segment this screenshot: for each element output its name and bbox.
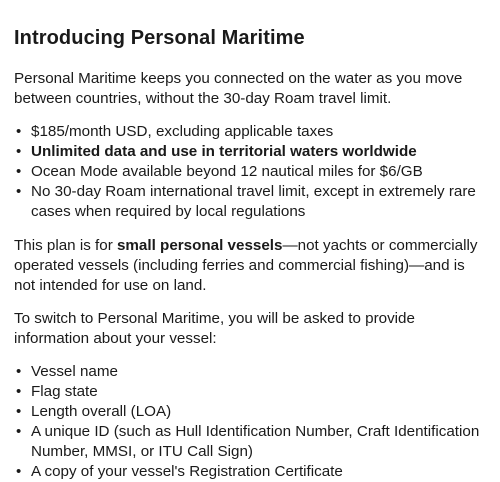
- bullet-icon: •: [16, 383, 22, 400]
- vessel-info-item-name: [14, 362, 486, 382]
- bullet-icon: •: [16, 183, 22, 200]
- plan-text-after: —not yachts or commercially operated vessels (including ferries and commercial fishing)—and is not intended for use on land.: [14, 237, 478, 294]
- page-title: Introducing Personal Maritime: [14, 27, 305, 49]
- bullet-icon: •: [16, 363, 22, 380]
- vessel-info-text: Vessel name: [31, 363, 118, 380]
- feature-item-text: No 30-day Roam international travel limit, except in extremely rare cases when required by local regulations: [31, 183, 476, 220]
- vessel-info-item-loa: [14, 402, 486, 422]
- vessel-info-list: [14, 362, 486, 482]
- bullet-icon: •: [16, 463, 22, 480]
- vessel-info-text: Flag state: [31, 383, 98, 400]
- vessel-info-item-registration: [14, 462, 486, 482]
- bullet-icon: •: [16, 143, 22, 160]
- plan-emphasis: small personal vessels: [116, 237, 283, 254]
- vessel-info-text: A copy of your vessel's Registration Certificate: [31, 463, 343, 480]
- feature-item-text: Ocean Mode available beyond 12 nautical miles for $6/GB: [31, 163, 423, 180]
- plan-paragraph: [14, 236, 486, 296]
- bullet-icon: •: [16, 123, 22, 140]
- vessel-info-text: A unique ID (such as Hull Identification Number, Craft Identification Number, MMSI, or ITU Call Sign): [31, 423, 480, 460]
- plan-text-before: This plan is for: [14, 237, 117, 254]
- feature-item-price: [14, 122, 486, 142]
- feature-item-text: Unlimited data and use in territorial waters worldwide: [31, 143, 417, 160]
- vessel-info-text: Length overall (LOA): [31, 403, 172, 420]
- feature-list: [14, 122, 486, 222]
- feature-item-ocean-mode: [14, 162, 486, 182]
- feature-item-no-roam-limit: [14, 182, 486, 222]
- bullet-icon: •: [16, 163, 22, 180]
- feature-item-unlimited-data: [14, 142, 486, 162]
- feature-item-text: $185/month USD, excluding applicable taxes: [31, 123, 334, 140]
- intro-paragraph: Personal Maritime keeps you connected on the water as you move between countries, without the 30-day Roam travel limit.: [14, 70, 463, 107]
- bullet-icon: •: [16, 423, 22, 440]
- vessel-info-item-unique-id: [14, 422, 486, 462]
- bullet-icon: •: [16, 403, 22, 420]
- vessel-info-item-flag-state: [14, 382, 486, 402]
- switch-paragraph: To switch to Personal Maritime, you will be asked to provide information about your vessel:: [14, 310, 415, 347]
